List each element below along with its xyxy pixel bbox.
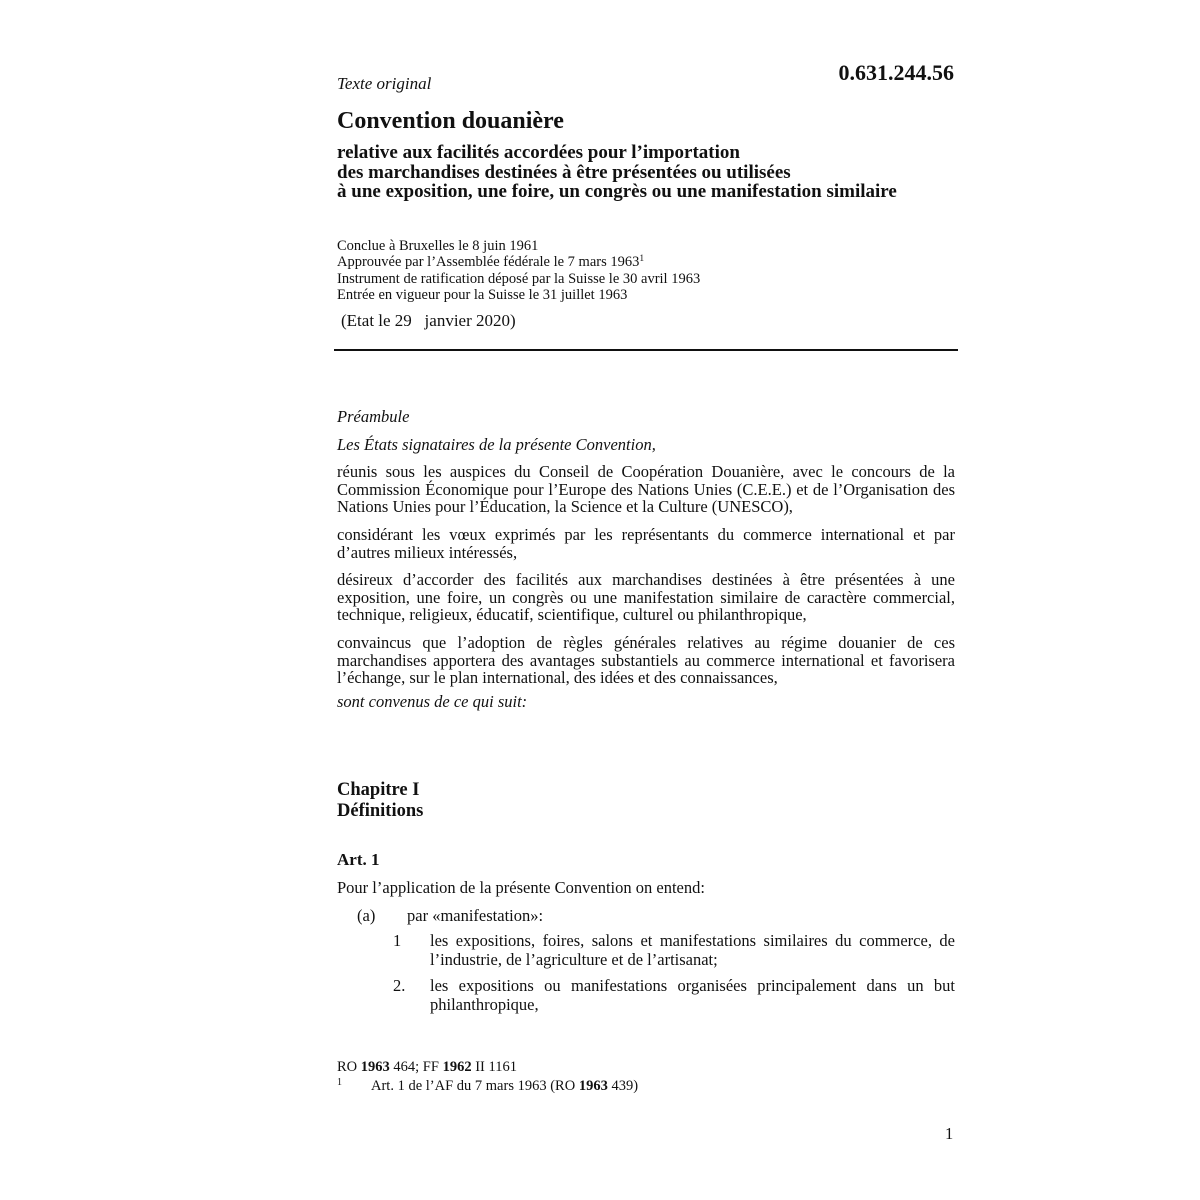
ro-page: 464; FF	[393, 1059, 439, 1075]
preamble-paragraph: convaincus que l’adoption de règles générales relatives au régime douanier de ces marchandises apportera des avantages substantiels au commerce international et favorisera l’échange, sur le plan international, des idées et des connaissances,	[337, 632, 955, 688]
document-subtitle	[337, 143, 977, 202]
document-number: 0.631.244.56	[838, 60, 954, 85]
status-date: (Etat le 29 janvier 2020)	[341, 311, 516, 330]
document-title: Convention douanière	[337, 108, 564, 134]
article-item	[357, 906, 543, 926]
article-title: Art. 1	[337, 850, 380, 869]
meta-ratification: Instrument de ratification déposé par la Suisse le 30 avril 1963	[337, 270, 701, 287]
ro-label: RO	[337, 1059, 358, 1075]
ro-year: 1963	[360, 1059, 390, 1075]
subitem-number: 1	[393, 931, 402, 950]
item-label: (a)	[357, 906, 376, 925]
official-references	[337, 1058, 517, 1076]
meta-approved-text: Approuvée par l’Assemblée fédérale le 7 mars 1963	[337, 254, 640, 271]
preamble-paragraph: réunis sous les auspices du Conseil de Coopération Douanière, avec le concours de la Commission Économique pour l’Europe des Nations Unies (C.E.E.) et de l’Organisation des Nations Unies pour l’Éducation, la Science et la Culture (UNESCO),	[337, 462, 955, 517]
document-metadata	[337, 238, 700, 303]
document-status: Texte original	[337, 74, 432, 93]
preamble-paragraph: considérant les vœux exprimés par les représentants du commerce international et par d’autres milieux intéressés,	[337, 524, 955, 562]
footnote-year: 1963	[578, 1078, 608, 1094]
footnote-text-end: 439)	[611, 1078, 639, 1094]
page-number: 1	[945, 1124, 954, 1143]
article-subitem	[393, 976, 955, 1014]
article-subitem	[393, 931, 955, 969]
header-divider	[334, 349, 958, 351]
footnote-text: Art. 1 de l’AF du 7 mars 1963 (RO	[371, 1078, 576, 1094]
chapter-title: Définitions	[337, 801, 424, 821]
meta-entry-into-force: Entrée en vigueur pour la Suisse le 31 juillet 1963	[337, 286, 628, 303]
footnote-reference[interactable]: 1	[639, 254, 645, 265]
meta-concluded: Conclue à Bruxelles le 8 juin 1961	[337, 238, 539, 254]
chapter-heading	[337, 780, 423, 822]
article-intro: Pour l’application de la présente Convention on entend:	[337, 878, 705, 897]
item-text: par «manifestation»:	[407, 906, 544, 925]
subtitle-line: relative aux facilités accordées pour l’importation	[337, 142, 740, 163]
subitem-text: les expositions ou manifestations organisées principalement dans un but philanthropique,	[430, 976, 955, 1014]
subitem-number: 2.	[393, 976, 406, 995]
subtitle-line: des marchandises destinées à être présentées ou utilisées	[337, 161, 791, 183]
chapter-number: Chapitre I	[337, 780, 420, 800]
preamble-paragraph: désireux d’accorder des facilités aux marchandises destinées à être présentées à une exposition, une foire, un congrès ou une manifestation similaire de caractère commercial, technique, religieux, éducatif, scientifique, culturel ou philanthropique,	[337, 570, 955, 625]
footnote: 1 Art. 1 de l’AF du 7 mars 1963 (RO 1963 439)	[337, 1077, 639, 1094]
preamble-section	[337, 408, 955, 720]
subitem-text: les expositions, foires, salons et manifestations similaires du commerce, de l’industrie, de l’agriculture et de l’artisanat;	[430, 931, 955, 969]
preamble-heading: Préambule	[337, 407, 410, 426]
ff-reference: II 1161	[475, 1059, 517, 1075]
meta-approved	[337, 254, 700, 270]
preamble-closing: sont convenus de ce qui suit:	[337, 691, 528, 711]
preamble-signatories: Les États signataires de la présente Convention,	[337, 434, 656, 454]
subtitle-line: à une exposition, une foire, un congrès ou une manifestation similaire	[337, 181, 897, 202]
ff-year: 1962	[442, 1059, 472, 1075]
